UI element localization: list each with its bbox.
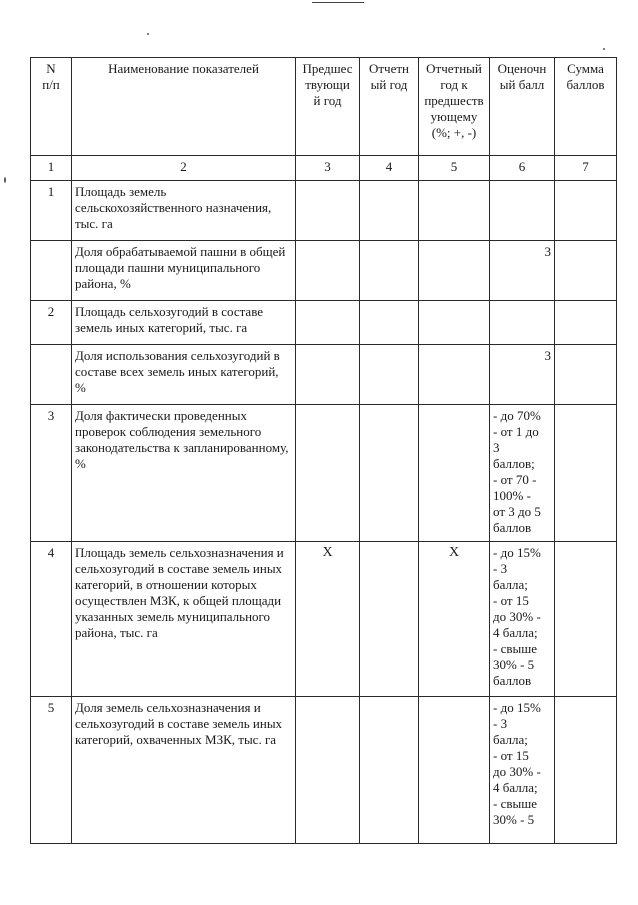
scan-speck xyxy=(147,33,149,35)
total-score-value xyxy=(555,181,617,241)
report-vs-prev-value xyxy=(419,181,490,241)
prev-year-value xyxy=(296,345,360,405)
header-score: Оценочн ый балл xyxy=(490,58,555,156)
total-score-value xyxy=(555,345,617,405)
header-no: N п/п xyxy=(31,58,72,156)
prev-year-value xyxy=(296,241,360,301)
prev-year-value xyxy=(296,697,360,844)
index-cell: 4 xyxy=(360,156,419,181)
table-row xyxy=(31,405,617,542)
header-name: Наименование показателей xyxy=(72,58,296,156)
table-row xyxy=(31,241,617,301)
index-row xyxy=(31,156,617,181)
prev-year-value xyxy=(296,405,360,542)
total-score-value xyxy=(555,301,617,345)
header-report-year: Отчетн ый год xyxy=(360,58,419,156)
header-prev-year: Предшес твующи й год xyxy=(296,58,360,156)
report-year-value xyxy=(360,345,419,405)
report-year-value xyxy=(360,181,419,241)
header-total: Сумма баллов xyxy=(555,58,617,156)
report-vs-prev-value xyxy=(419,241,490,301)
row-number xyxy=(31,241,72,301)
row-number: 1 xyxy=(31,181,72,241)
indicator-name: Площадь сельхозугодий в составе земель иных категорий, тыс. га xyxy=(72,301,296,345)
score-value: 3 xyxy=(490,241,555,301)
prev-year-value xyxy=(296,301,360,345)
prev-year-value xyxy=(296,181,360,241)
indicator-name: Доля земель сельхозназначения и сельхозугодий в составе земель иных категорий, охваченных МЗК, тыс. га xyxy=(72,697,296,844)
indicators-table xyxy=(30,57,617,844)
report-year-value xyxy=(360,241,419,301)
total-score-value xyxy=(555,241,617,301)
index-cell: 1 xyxy=(31,156,72,181)
report-vs-prev-value xyxy=(419,697,490,844)
indicator-name: Доля использования сельхозугодий в составе всех земель иных категорий, % xyxy=(72,345,296,405)
row-number: 3 xyxy=(31,405,72,542)
report-vs-prev-value xyxy=(419,345,490,405)
row-number: 5 xyxy=(31,697,72,844)
table-row xyxy=(31,542,617,697)
report-vs-prev-value: X xyxy=(419,542,490,697)
table-row xyxy=(31,697,617,844)
report-year-value xyxy=(360,301,419,345)
indicator-name: Площадь земель сельхозназначения и сельхозугодий в составе земель иных категорий, в отношении которых осуществлен МЗК, к общей площади указанных земель муниципального района, тыс. га xyxy=(72,542,296,697)
score-value: 3 xyxy=(490,345,555,405)
indicator-name: Доля фактически проведенных проверок соблюдения земельного законодательства к запланированному, % xyxy=(72,405,296,542)
total-score-value xyxy=(555,405,617,542)
table-row xyxy=(31,345,617,405)
score-value: - до 70% - от 1 до 3 баллов; - от 70 - 100% - от 3 до 5 баллов xyxy=(490,405,555,542)
index-cell: 6 xyxy=(490,156,555,181)
report-vs-prev-value xyxy=(419,301,490,345)
indicator-name: Доля обрабатываемой пашни в общей площади пашни муниципального района, % xyxy=(72,241,296,301)
score-value: - до 15% - 3 балла; - от 15 до 30% - 4 балла; - свыше 30% - 5 xyxy=(490,697,555,844)
indicator-name: Площадь земель сельскохозяйственного назначения, тыс. га xyxy=(72,181,296,241)
total-score-value xyxy=(555,542,617,697)
index-cell: 2 xyxy=(72,156,296,181)
row-number xyxy=(31,345,72,405)
report-year-value xyxy=(360,405,419,542)
table-row xyxy=(31,181,617,241)
prev-year-value: X xyxy=(296,542,360,697)
report-year-value xyxy=(360,542,419,697)
report-vs-prev-value xyxy=(419,405,490,542)
table-row xyxy=(31,301,617,345)
row-number: 4 xyxy=(31,542,72,697)
scan-speck xyxy=(4,177,6,183)
scan-speck xyxy=(603,48,605,50)
header-report-vs-prev: Отчетный год к предшеств ующему (%; +, -) xyxy=(419,58,490,156)
score-value xyxy=(490,301,555,345)
header-row xyxy=(31,58,617,156)
score-value: - до 15% - 3 балла; - от 15 до 30% - 4 балла; - свыше 30% - 5 баллов xyxy=(490,542,555,697)
row-number: 2 xyxy=(31,301,72,345)
index-cell: 3 xyxy=(296,156,360,181)
top-rule xyxy=(312,2,364,3)
score-value xyxy=(490,181,555,241)
index-cell: 5 xyxy=(419,156,490,181)
report-year-value xyxy=(360,697,419,844)
index-cell: 7 xyxy=(555,156,617,181)
total-score-value xyxy=(555,697,617,844)
